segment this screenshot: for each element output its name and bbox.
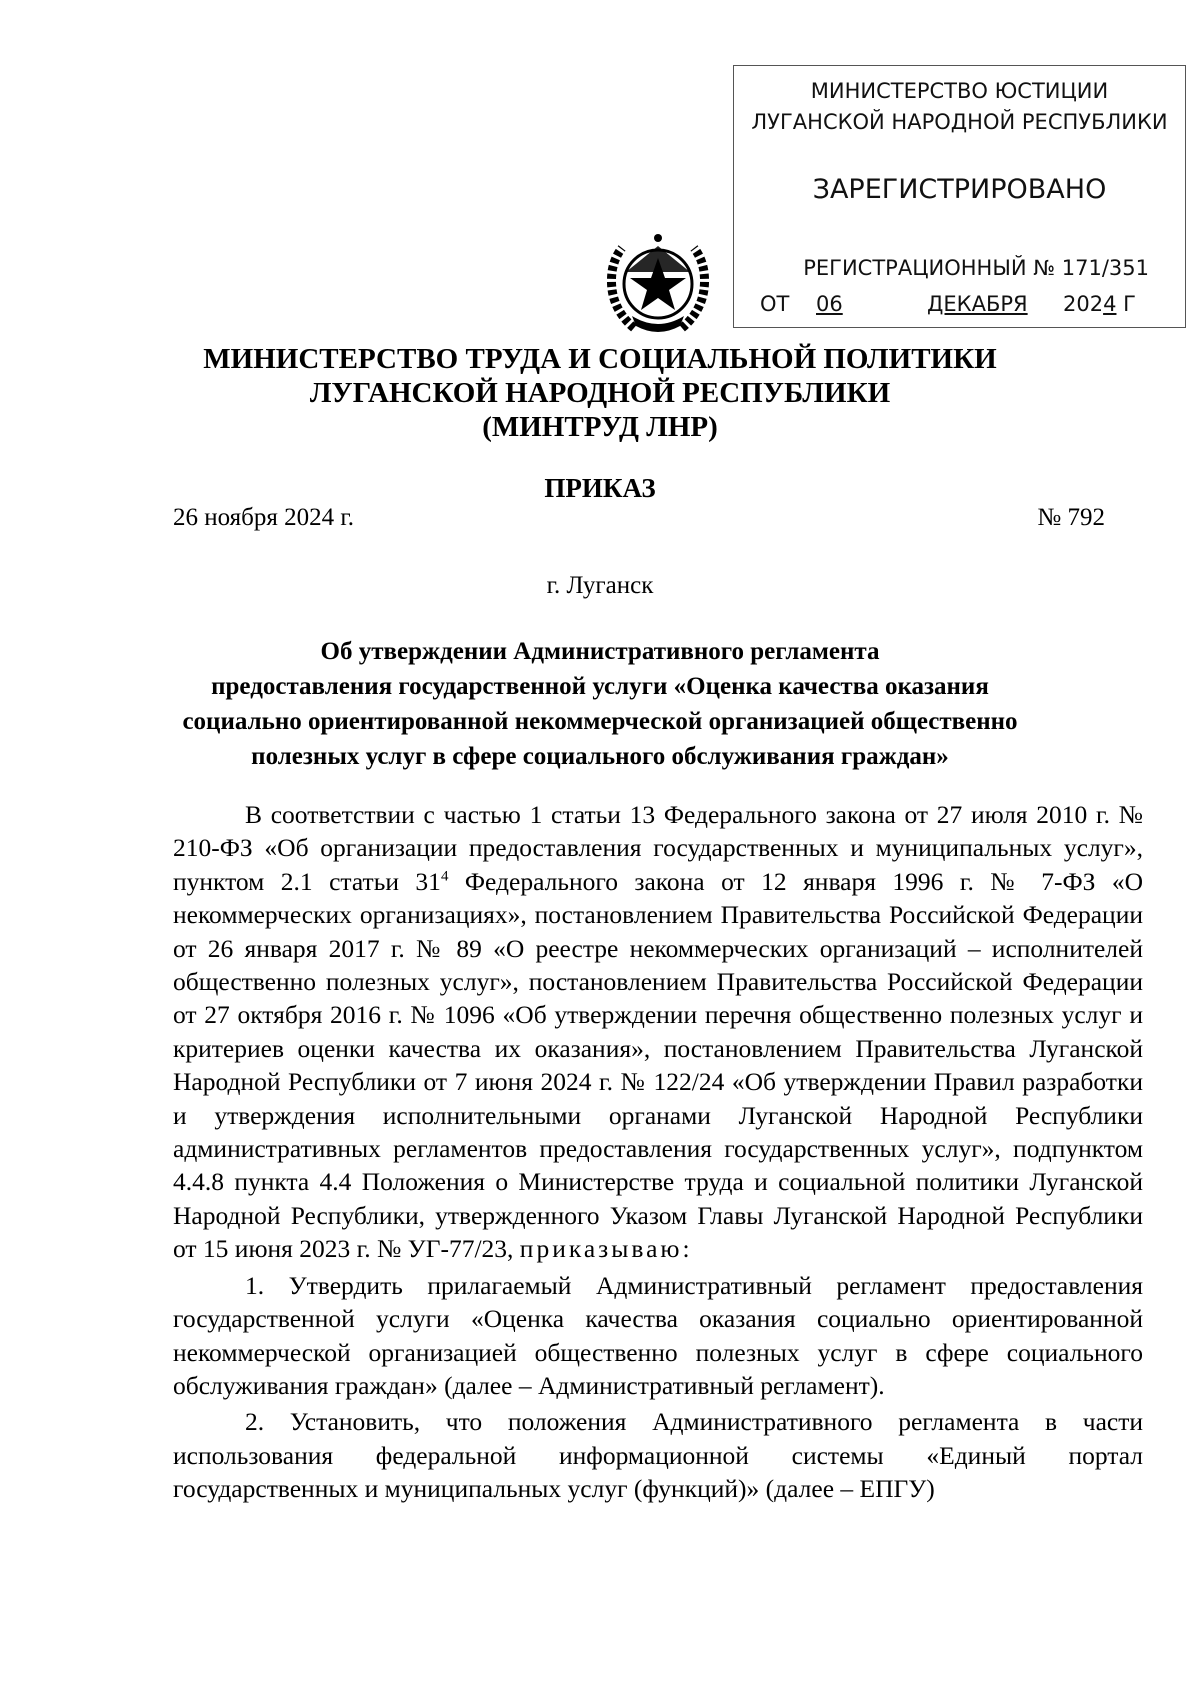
preamble-order-word: приказываю: xyxy=(519,1234,693,1264)
order-number: № 792 xyxy=(1037,504,1105,531)
subject-line3: социально ориентированной некоммерческой организацией общественно xyxy=(182,708,1018,735)
stamp-date-prefix: ОТ xyxy=(760,292,790,316)
paragraph-item-1: 1. Утвердить прилагаемый Административный регламент предоставления государственной услуги «Оценка качества оказания социально ориентированной некоммерческой организацией общественно полезных услуг в сфере социального обслуживания граждан» (далее – Административный регламент). xyxy=(173,1270,1143,1400)
stamp-reg-number: РЕГИСТРАЦИОННЫЙ № 171/351 xyxy=(803,256,1149,280)
stamp-status: ЗАРЕГИСТРИРОВАНО xyxy=(812,174,1107,205)
stamp-year-main: 202 xyxy=(1063,292,1104,316)
preamble-text-a: В соответствии с частью 1 статьи 13 Федерального закона от 27 июля 2010 г. № 210-ФЗ «Об организации предоставления государственных и муниципальных услуг», пунктом 2.1 статьи 31 xyxy=(173,800,1143,896)
stamp-date-year xyxy=(1063,292,1136,316)
coat-of-arms-icon xyxy=(604,228,712,342)
registration-stamp xyxy=(733,65,1186,328)
stamp-date-month: ДЕКАБРЯ xyxy=(927,292,1028,316)
order-date: 26 ноября 2024 г. xyxy=(173,504,355,531)
stamp-org-line2: ЛУГАНСКОЙ НАРОДНОЙ РЕСПУБЛИКИ xyxy=(751,110,1168,134)
stamp-year-suffix: Г xyxy=(1123,292,1136,316)
ministry-line2: ЛУГАНСКОЙ НАРОДНОЙ РЕСПУБЛИКИ xyxy=(309,377,891,409)
stamp-org-line1: МИНИСТЕРСТВО ЮСТИЦИИ xyxy=(810,79,1109,103)
ministry-line1: МИНИСТЕРСТВО ТРУДА И СОЦИАЛЬНОЙ ПОЛИТИКИ xyxy=(203,343,997,375)
order-subject xyxy=(0,634,1200,774)
stamp-year-last: 4 xyxy=(1103,292,1117,316)
order-body xyxy=(173,798,1143,1506)
preamble-superscript: 4 xyxy=(440,868,449,885)
preamble-text-b: Федерального закона от 12 января 1996 г. № 7-ФЗ «О некоммерческих организациях», постановлением Правительства Российской Федерации от 26 января 2017 г. № 89 «О реестре некоммерческих организаций – исполнителей общественно полезных услуг», постановлением Правительства Российской Федерации от 27 октября 2016 г. № 1096 «Об утверждении перечня общественно полезных услуг и критериев оценки качества их оказания», постановлением Правительства Луганской Народной Республики от 7 июня 2024 г. № 122/24 «Об утверждении Правил разработки и утверждения исполнительными органами Луганской Народной Республики административных регламентов предоставления государственных услуг», подпунктом 4.4.8 пункта 4.4 Положения о Министерстве труда и социальной политики Луганской Народной Республики, утвержденного Указом Главы Луганской Народной Республики от 15 июня 2023 г. № УГ-77/23, xyxy=(173,866,1143,1264)
ministry-name xyxy=(0,342,1200,444)
document-type: ПРИКАЗ xyxy=(544,473,656,503)
paragraph-preamble xyxy=(173,798,1143,1266)
subject-line4: полезных услуг в сфере социального обслуживания граждан» xyxy=(251,743,949,770)
city: г. Луганск xyxy=(546,572,654,599)
ministry-line3: (МИНТРУД ЛНР) xyxy=(482,411,718,443)
stamp-date-day: 06 xyxy=(816,292,843,316)
subject-line2: предоставления государственной услуги «Оценка качества оказания xyxy=(211,673,989,700)
paragraph-item-2: 2. Установить, что положения Административного регламента в части использования федеральной информационной системы «Единый портал государственных и муниципальных услуг (функций)» (далее – ЕПГУ) xyxy=(173,1407,1143,1504)
subject-line1: Об утверждении Административного регламента xyxy=(320,638,880,665)
